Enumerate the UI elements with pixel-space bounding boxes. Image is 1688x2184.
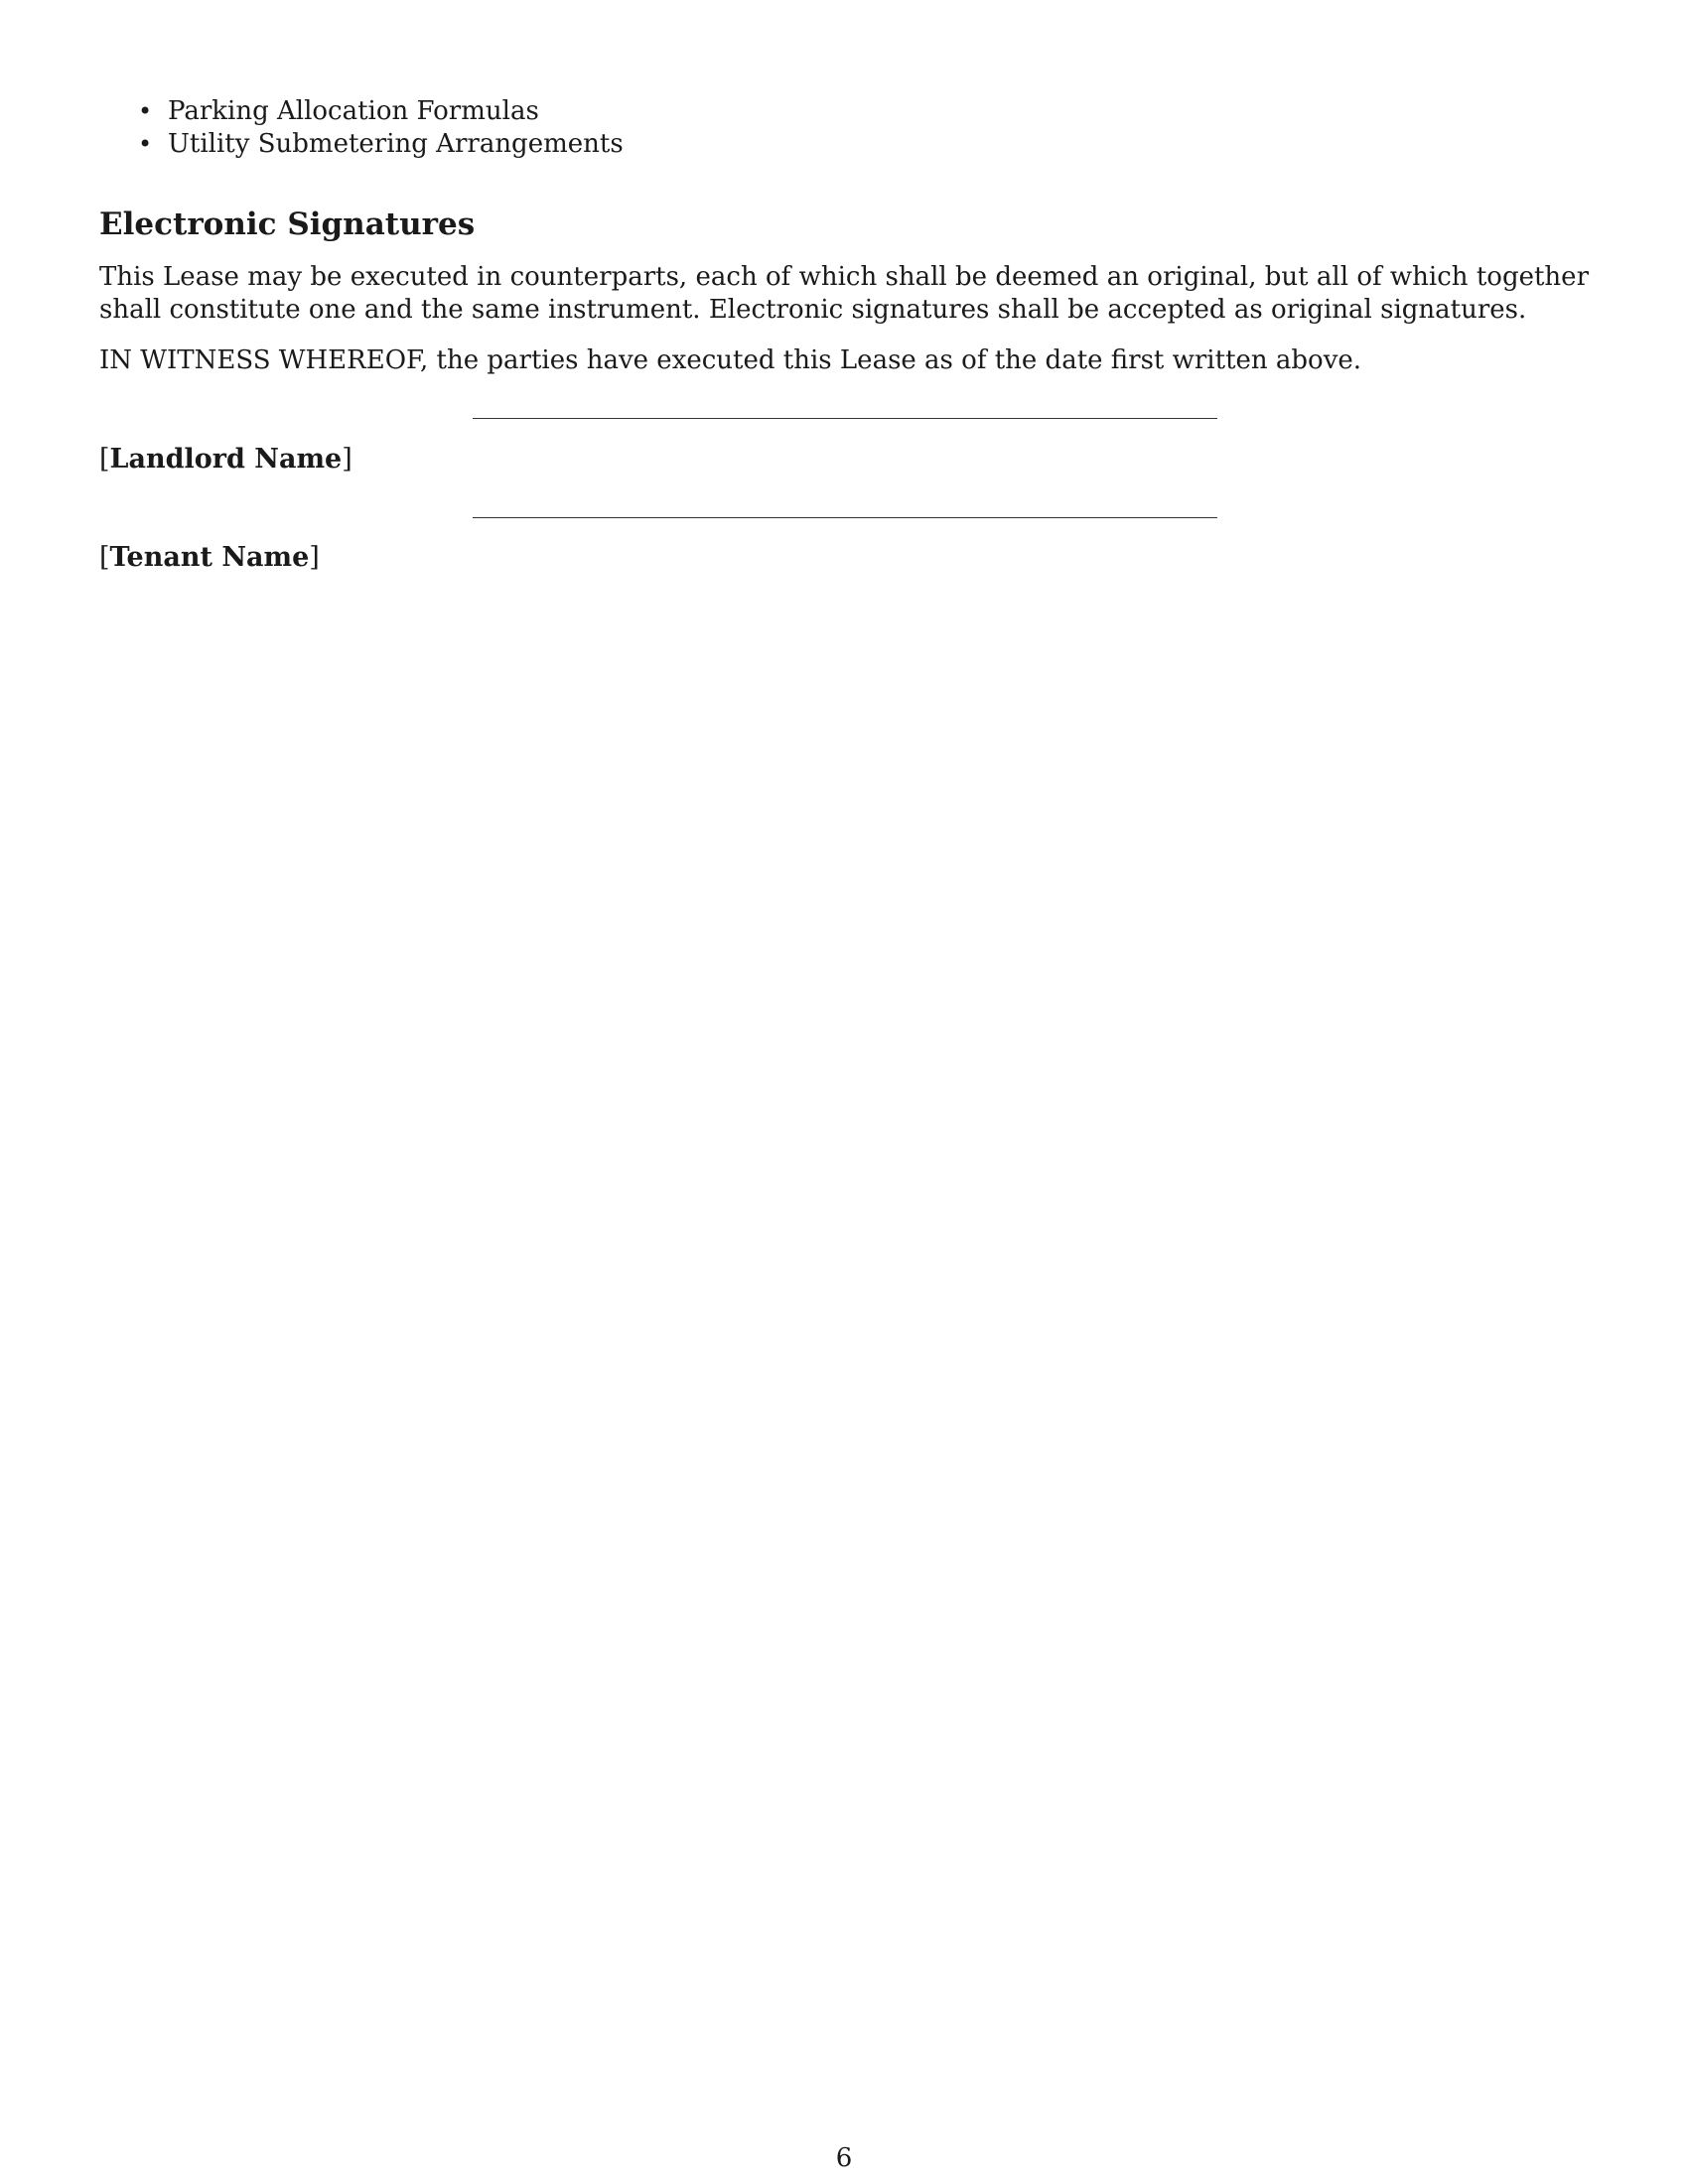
- landlord-name-label: [99, 443, 352, 477]
- landlord-name: Landlord Name: [109, 444, 343, 475]
- open-bracket: [: [99, 444, 110, 475]
- list-item: [99, 95, 1589, 128]
- bullet-glyph: •: [138, 97, 153, 125]
- tenant-signature-line: [473, 517, 1217, 518]
- tenant-name-label: [99, 541, 320, 575]
- list-item-text: Utility Submetering Arrangements: [168, 129, 624, 159]
- bullet-list: [99, 95, 1589, 161]
- counterparts-paragraph: This Lease may be executed in counterparts, each of which shall be deemed an original, but all of which together shall constitute one and the same instrument. Electronic signatures shall be accepted as original signatures.: [99, 262, 1589, 325]
- witness-paragraph: IN WITNESS WHEREOF, the parties have executed this Lease as of the date first written above.: [99, 345, 1362, 375]
- landlord-signature-line: [473, 418, 1217, 419]
- open-bracket: [: [99, 542, 110, 573]
- list-item-text: Parking Allocation Formulas: [168, 96, 539, 126]
- close-bracket: ]: [342, 444, 352, 475]
- section-heading: Electronic Signatures: [99, 206, 476, 242]
- list-item: [99, 128, 1589, 161]
- tenant-name: Tenant Name: [109, 542, 310, 573]
- close-bracket: ]: [309, 542, 320, 573]
- bullet-glyph: •: [138, 130, 153, 158]
- page-number: 6: [835, 2143, 853, 2173]
